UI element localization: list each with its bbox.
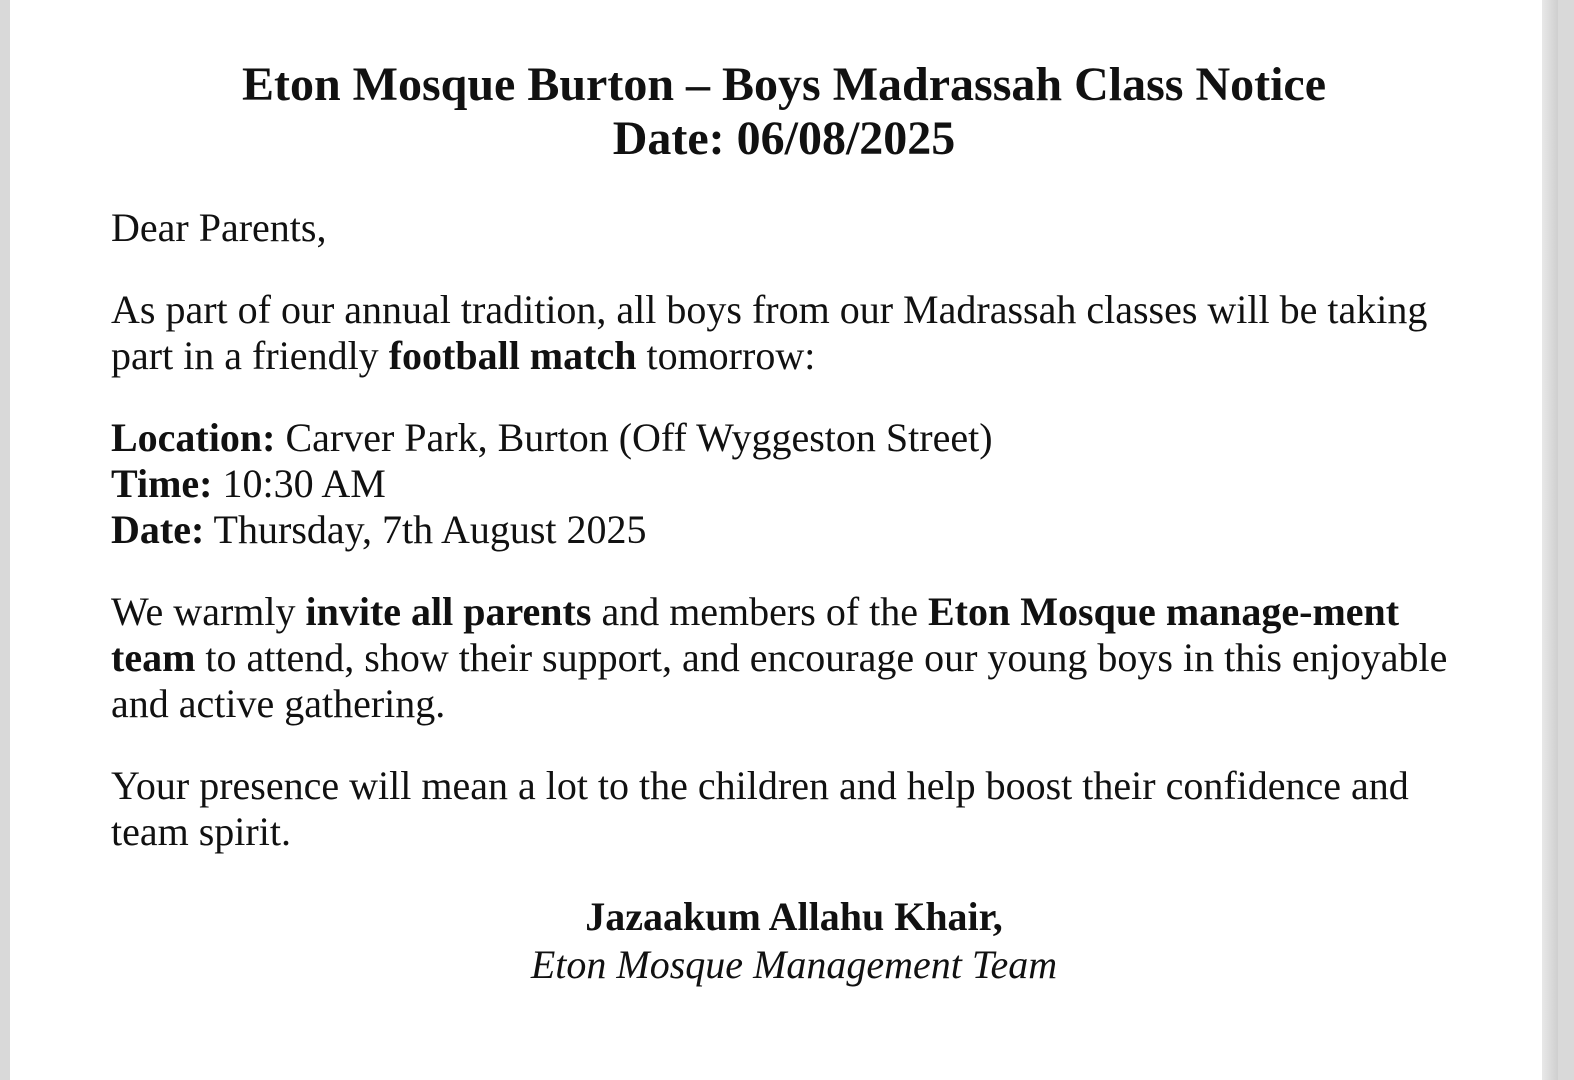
signoff-greeting: Jazaakum Allahu Khair, [585, 894, 1003, 939]
notice-title: Eton Mosque Burton – Boys Madrassah Class Notice [241, 58, 1327, 111]
date-label: Date: [111, 507, 205, 552]
intro-text-2: tomorrow: [636, 333, 816, 378]
greeting: Dear Parents, [111, 205, 327, 250]
time-label: Time: [111, 461, 213, 506]
intro-bold: football match [388, 333, 637, 378]
signoff-team: Eton Mosque Management Team [530, 942, 1058, 987]
location-row [111, 415, 993, 460]
date-row [111, 507, 647, 552]
notice-body [111, 205, 1471, 891]
page-edge-shadow [1542, 0, 1558, 1080]
invite-bold-1: invite all parents [305, 589, 592, 634]
signoff [10, 893, 1558, 989]
intro-text-1: As part of our annual tradition, all boys from our Madrassah classes will be taking part in a friendly [111, 287, 1428, 378]
invite-bold-2: Eton Mosque manage-ment team [111, 589, 1400, 680]
notice-date: Date: 06/08/2025 [612, 112, 956, 165]
closing-paragraph: Your presence will mean a lot to the children and help boost their confidence and team spirit. [111, 763, 1409, 854]
time-value: 10:30 AM [212, 461, 386, 506]
date-value: Thursday, 7th August 2025 [204, 507, 647, 552]
invite-text-2: and members of the [591, 589, 928, 634]
notice-header [10, 58, 1558, 166]
time-row [111, 461, 386, 506]
location-value: Carver Park, Burton (Off Wyggeston Street) [275, 415, 993, 460]
invite-paragraph [111, 589, 1471, 727]
notice-page [10, 0, 1558, 1080]
event-details [111, 415, 1471, 553]
invite-text-1: We warmly [111, 589, 306, 634]
location-label: Location: [111, 415, 276, 460]
invite-text-3: to attend, show their support, and encourage our young boys in this enjoyable and active gathering. [111, 635, 1448, 726]
intro-paragraph [111, 287, 1471, 379]
